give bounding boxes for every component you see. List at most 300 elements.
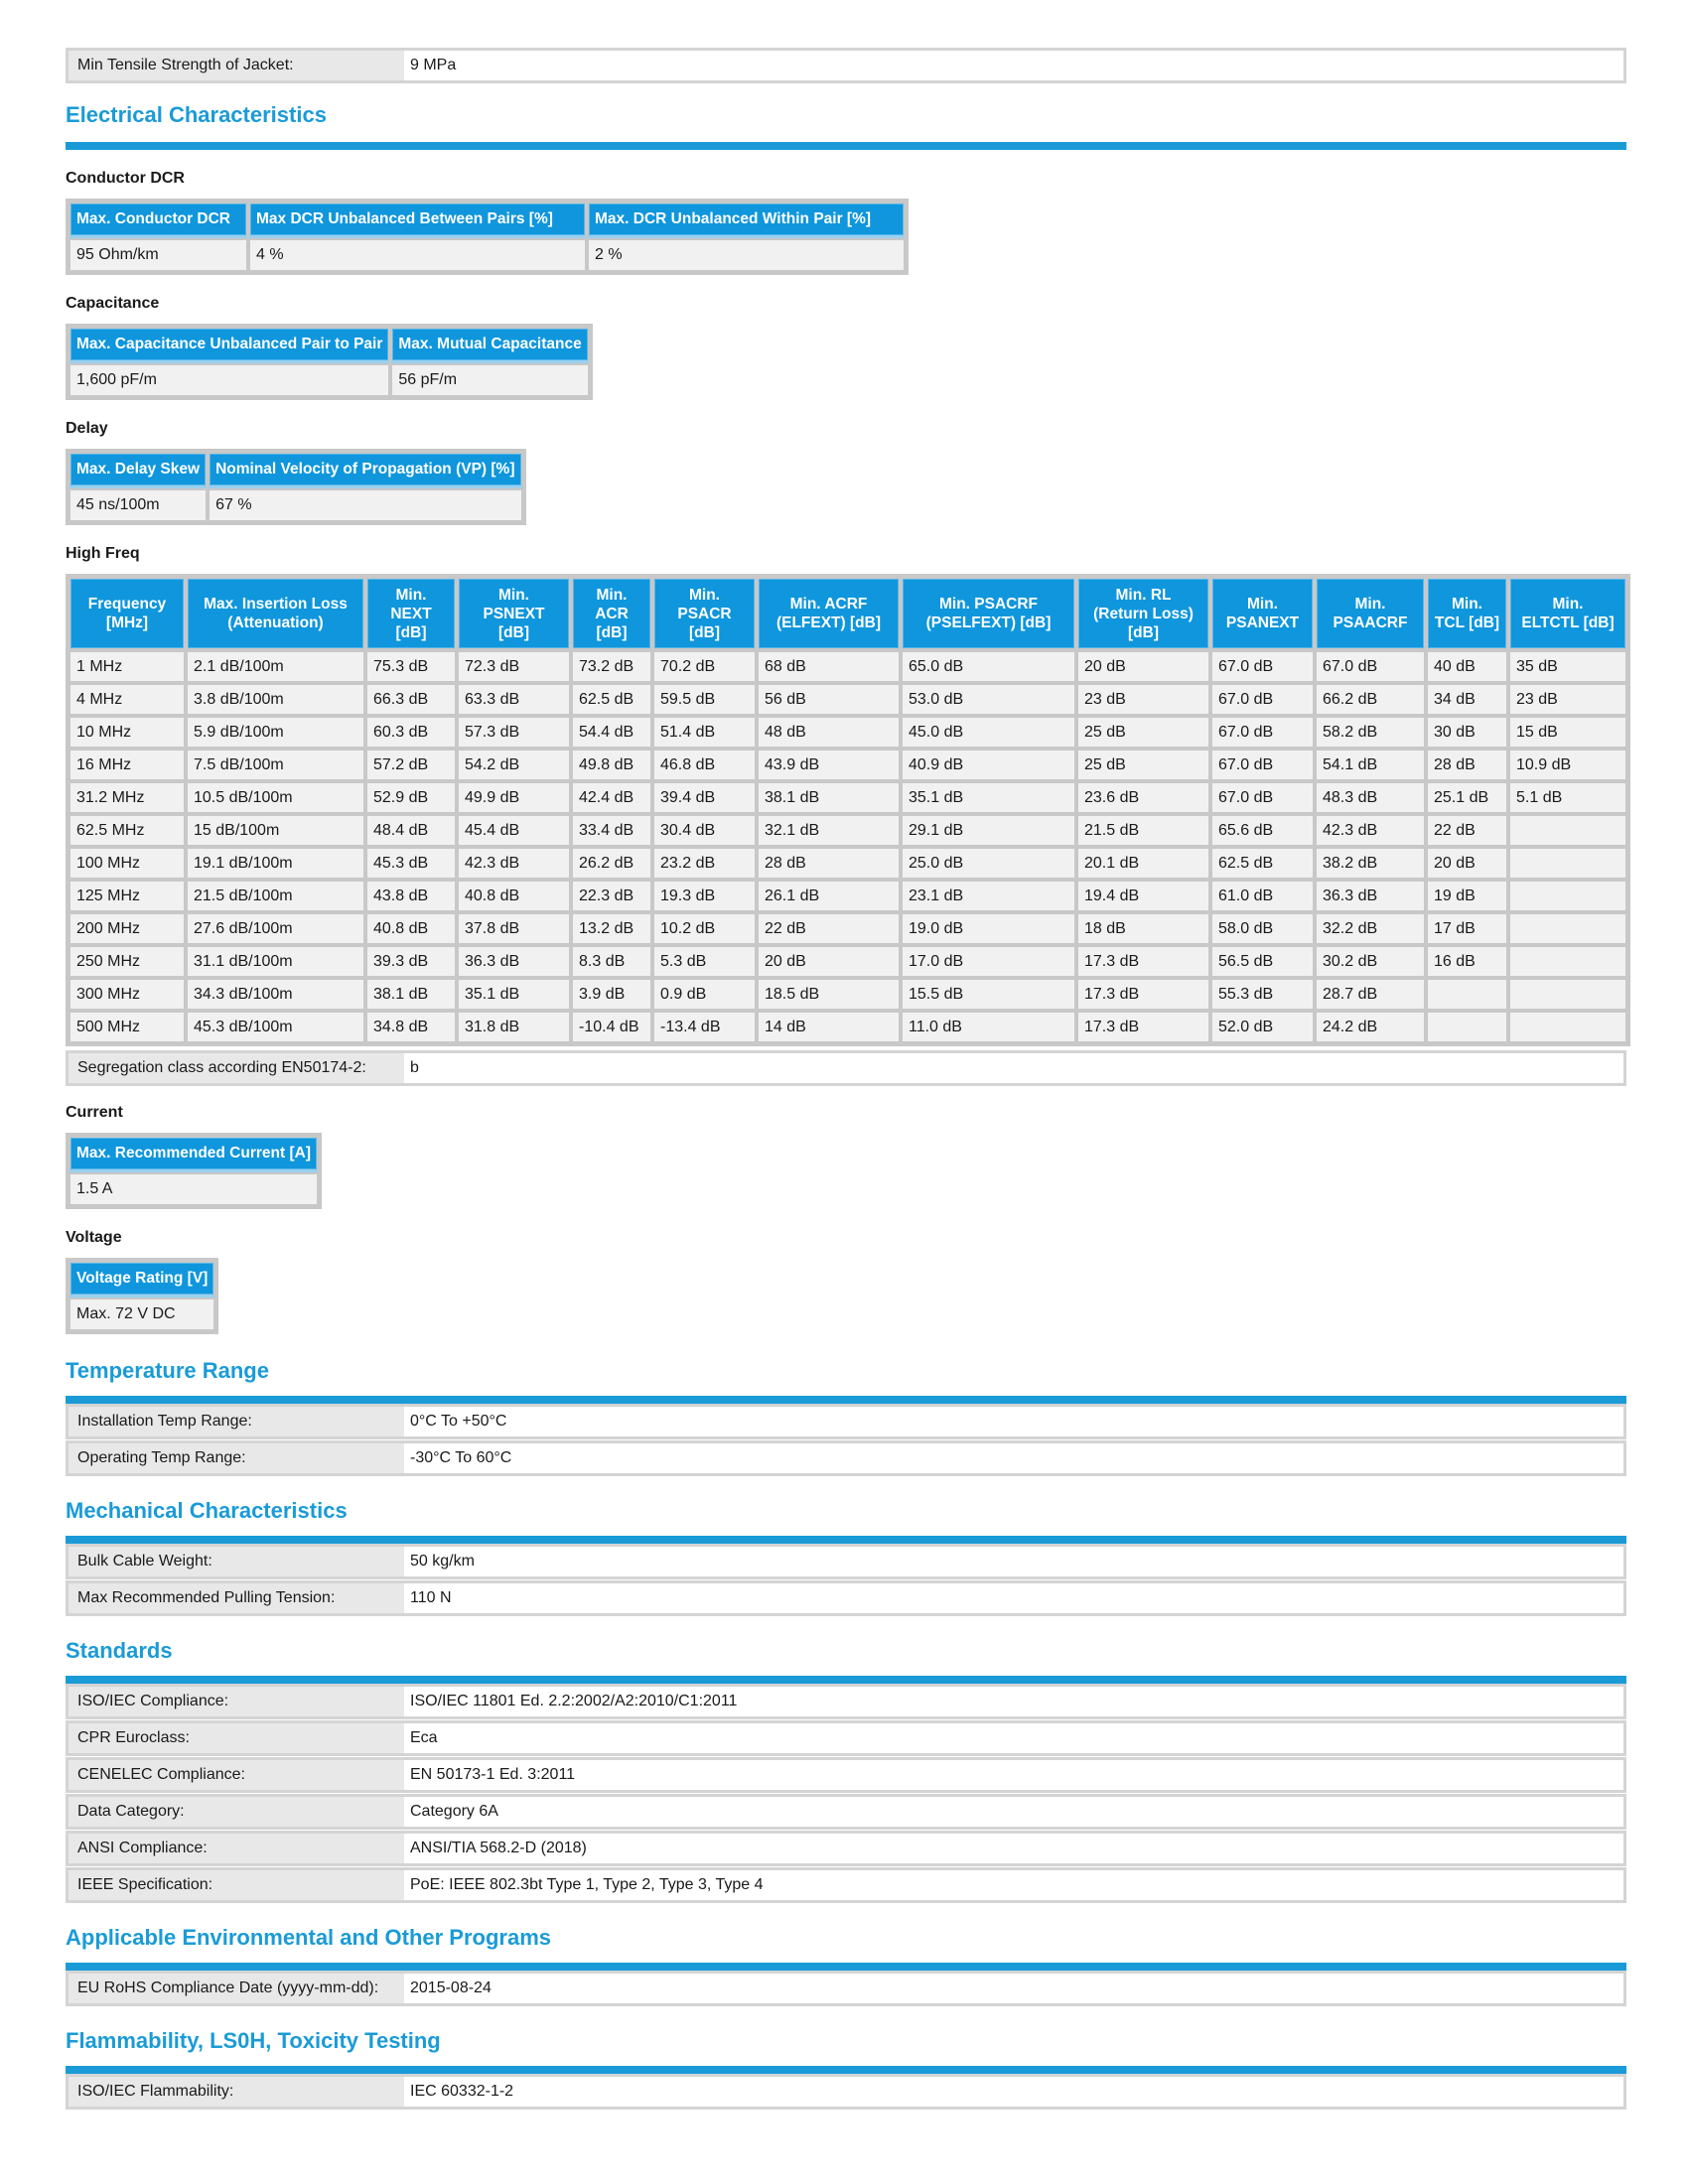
table-cell: 10.2 dB — [652, 912, 757, 945]
table-cell: 36.3 dB — [457, 945, 571, 978]
table-cell: 22 dB — [1426, 814, 1508, 847]
table-cell: 25 dB — [1076, 749, 1210, 781]
table-cell: 75.3 dB — [365, 650, 457, 683]
table-cell: 51.4 dB — [652, 716, 757, 749]
table-row — [69, 880, 1627, 912]
spec-key: Operating Temp Range: — [69, 1443, 404, 1473]
header-line: [MHz] — [105, 614, 149, 631]
table-cell: 16 dB — [1426, 945, 1508, 978]
table-cell: 30.4 dB — [652, 814, 757, 847]
table-cell: 22.3 dB — [571, 880, 652, 912]
column-header: Nominal Velocity of Propagation (VP) [%] — [208, 452, 522, 488]
spec-value: Eca — [404, 1723, 1623, 1753]
header-line: (Return Loss) — [1093, 605, 1194, 622]
table-cell: 1,600 pF/m — [69, 363, 390, 397]
spec-row — [66, 1794, 1626, 1830]
table-row — [69, 650, 1627, 683]
table-cell: 67.0 dB — [1210, 683, 1315, 716]
table-cell: 28.7 dB — [1315, 978, 1426, 1011]
table-cell: 15.5 dB — [901, 978, 1076, 1011]
conductor-dcr-table — [66, 199, 909, 275]
header-line: PSACR — [677, 605, 732, 622]
table-cell: 43.8 dB — [365, 880, 457, 912]
header-line: Min. — [1452, 596, 1482, 613]
column-header — [186, 577, 365, 650]
table-cell — [1508, 945, 1627, 978]
section-divider — [66, 2066, 1626, 2074]
table-row — [69, 912, 1627, 945]
table-cell: 70.2 dB — [652, 650, 757, 683]
header-line: ELTCTL [dB] — [1521, 614, 1615, 631]
table-cell: 19.0 dB — [901, 912, 1076, 945]
table-cell: 31.2 MHz — [69, 781, 186, 814]
spec-row-tensile — [66, 48, 1626, 83]
subsection-title: High Freq — [66, 545, 140, 562]
table-cell: 15 dB — [1508, 716, 1627, 749]
table-cell: 30.2 dB — [1315, 945, 1426, 978]
table-cell: 2.1 dB/100m — [186, 650, 365, 683]
section-environmental — [66, 1925, 1626, 2006]
table-cell: 19 dB — [1426, 880, 1508, 912]
table-cell: 22 dB — [757, 912, 901, 945]
header-line: Min. — [395, 586, 427, 604]
table-cell: 17.3 dB — [1076, 1011, 1210, 1043]
subsection-title: Delay — [66, 420, 108, 437]
table-row — [69, 1297, 215, 1331]
spec-key: Max Recommended Pulling Tension: — [69, 1583, 404, 1613]
spec-value: b — [404, 1053, 1623, 1083]
table-cell: 45.0 dB — [901, 716, 1076, 749]
table-cell: 5.1 dB — [1508, 781, 1627, 814]
spec-row — [66, 1971, 1626, 2006]
column-header — [1210, 577, 1315, 650]
spec-key: CPR Euroclass: — [69, 1723, 404, 1753]
table-cell: 17.3 dB — [1076, 945, 1210, 978]
header-line: TCL [dB] — [1434, 614, 1500, 631]
table-cell: 31.1 dB/100m — [186, 945, 365, 978]
table-cell: 125 MHz — [69, 880, 186, 912]
table-cell — [1508, 1011, 1627, 1043]
table-cell: 20.1 dB — [1076, 847, 1210, 880]
capacitance-table — [66, 324, 593, 400]
table-cell: 34.8 dB — [365, 1011, 457, 1043]
datasheet-page — [66, 48, 1626, 2111]
table-cell: 18 dB — [1076, 912, 1210, 945]
table-cell: 56 pF/m — [390, 363, 589, 397]
section-title: Temperature Range — [66, 1358, 269, 1383]
header-line: Min. ACRF — [789, 596, 868, 613]
table-cell: 65.0 dB — [901, 650, 1076, 683]
column-header — [757, 577, 901, 650]
table-cell: 23.1 dB — [901, 880, 1076, 912]
section-title: Standards — [66, 1638, 173, 1663]
table-cell: 500 MHz — [69, 1011, 186, 1043]
spec-value: ANSI/TIA 568.2-D (2018) — [404, 1834, 1623, 1863]
header-line: Min. — [1552, 596, 1584, 613]
header-line: [dB] — [596, 623, 628, 641]
header-line: PSNEXT — [483, 605, 545, 622]
table-cell: 1.5 A — [69, 1172, 319, 1206]
table-cell: 40.8 dB — [457, 880, 571, 912]
table-cell: 43.9 dB — [757, 749, 901, 781]
table-cell: 60.3 dB — [365, 716, 457, 749]
table-cell: 21.5 dB — [1076, 814, 1210, 847]
table-cell: 56 dB — [757, 683, 901, 716]
table-cell: 21.5 dB/100m — [186, 880, 365, 912]
table-cell: 55.3 dB — [1210, 978, 1315, 1011]
table-cell: 54.2 dB — [457, 749, 571, 781]
table-cell: 300 MHz — [69, 978, 186, 1011]
section-electrical — [66, 102, 1626, 1334]
spec-value: -30°C To 60°C — [404, 1443, 1623, 1473]
table-cell: 48 dB — [757, 716, 901, 749]
header-line: [dB] — [395, 623, 427, 641]
table-cell: 3.9 dB — [571, 978, 652, 1011]
section-flammability — [66, 2028, 1626, 2110]
spec-row — [66, 1867, 1626, 1903]
table-cell: 25.0 dB — [901, 847, 1076, 880]
section-temperature — [66, 1358, 1626, 1476]
table-cell: 38.1 dB — [757, 781, 901, 814]
header-line: Frequency — [87, 596, 167, 613]
table-cell: 20 dB — [1426, 847, 1508, 880]
header-line: [dB] — [689, 623, 720, 641]
table-cell: 23 dB — [1508, 683, 1627, 716]
table-cell: 7.5 dB/100m — [186, 749, 365, 781]
table-cell: -10.4 dB — [571, 1011, 652, 1043]
current-table — [66, 1133, 322, 1209]
table-cell: 18.5 dB — [757, 978, 901, 1011]
header-line: [dB] — [1128, 623, 1159, 641]
table-row — [69, 238, 906, 272]
table-cell: 250 MHz — [69, 945, 186, 978]
header-line: NEXT — [390, 605, 432, 622]
table-cell: 67.0 dB — [1210, 749, 1315, 781]
table-cell: 28 dB — [1426, 749, 1508, 781]
table-cell: 10.9 dB — [1508, 749, 1627, 781]
table-row — [69, 945, 1627, 978]
spec-value: 9 MPa — [404, 51, 1623, 80]
table-cell: 58.0 dB — [1210, 912, 1315, 945]
table-cell — [1426, 978, 1508, 1011]
voltage-table — [66, 1258, 218, 1334]
table-cell: 62.5 MHz — [69, 814, 186, 847]
table-row — [69, 847, 1627, 880]
column-header: Max. Delay Skew — [69, 452, 208, 488]
header-line: Max. Insertion Loss — [204, 596, 348, 613]
section-mechanical — [66, 1498, 1626, 1616]
table-cell: 29.1 dB — [901, 814, 1076, 847]
table-cell: 54.1 dB — [1315, 749, 1426, 781]
header-line: Min. — [498, 586, 529, 604]
table-cell — [1508, 912, 1627, 945]
column-header: Max. Conductor DCR — [69, 202, 248, 238]
table-cell: 66.2 dB — [1315, 683, 1426, 716]
column-header — [652, 577, 757, 650]
table-cell: 42.3 dB — [457, 847, 571, 880]
header-line: Min. PSACRF — [938, 596, 1039, 613]
table-cell — [1508, 978, 1627, 1011]
table-cell: 38.2 dB — [1315, 847, 1426, 880]
table-cell: 19.1 dB/100m — [186, 847, 365, 880]
column-header — [901, 577, 1076, 650]
spec-key: Min Tensile Strength of Jacket: — [69, 51, 404, 80]
spec-key: CENELEC Compliance: — [69, 1760, 404, 1790]
column-header: Voltage Rating [V] — [69, 1261, 215, 1297]
spec-value: PoE: IEEE 802.3bt Type 1, Type 2, Type 3, Type 4 — [404, 1870, 1623, 1900]
table-cell: 49.9 dB — [457, 781, 571, 814]
column-header: Max. Mutual Capacitance — [390, 327, 589, 363]
spec-row — [66, 1440, 1626, 1476]
spec-row — [66, 2074, 1626, 2110]
table-cell: 19.4 dB — [1076, 880, 1210, 912]
table-cell: 20 dB — [1076, 650, 1210, 683]
table-cell: 8.3 dB — [571, 945, 652, 978]
column-header — [1315, 577, 1426, 650]
spec-key: Installation Temp Range: — [69, 1407, 404, 1436]
spec-row-segregation — [66, 1050, 1626, 1086]
spec-row — [66, 1684, 1626, 1719]
header-line: PSANEXT — [1225, 614, 1300, 631]
table-cell: 17.3 dB — [1076, 978, 1210, 1011]
table-cell: 32.2 dB — [1315, 912, 1426, 945]
spec-row — [66, 1580, 1626, 1616]
table-cell: 26.1 dB — [757, 880, 901, 912]
table-cell: 100 MHz — [69, 847, 186, 880]
table-row — [69, 363, 590, 397]
spec-key: EU RoHS Compliance Date (yyyy-mm-dd): — [69, 1974, 404, 2003]
table-cell: 54.4 dB — [571, 716, 652, 749]
spec-row — [66, 1544, 1626, 1579]
table-cell: 62.5 dB — [571, 683, 652, 716]
table-cell: 15 dB/100m — [186, 814, 365, 847]
table-row — [69, 978, 1627, 1011]
spec-key: ISO/IEC Compliance: — [69, 1687, 404, 1716]
table-cell: 200 MHz — [69, 912, 186, 945]
table-row — [69, 814, 1627, 847]
section-divider — [66, 1536, 1626, 1544]
table-row — [69, 488, 523, 522]
table-cell: 52.0 dB — [1210, 1011, 1315, 1043]
table-cell: 57.2 dB — [365, 749, 457, 781]
section-divider — [66, 1676, 1626, 1684]
table-cell: 32.1 dB — [757, 814, 901, 847]
table-cell: 17.0 dB — [901, 945, 1076, 978]
section-title: Mechanical Characteristics — [66, 1498, 348, 1523]
table-cell: 95 Ohm/km — [69, 238, 248, 272]
table-cell: 25 dB — [1076, 716, 1210, 749]
table-cell — [1508, 814, 1627, 847]
spec-value: 2015-08-24 — [404, 1974, 1623, 2003]
table-cell: 23.2 dB — [652, 847, 757, 880]
header-line: Min. — [1247, 596, 1278, 613]
table-cell: 34 dB — [1426, 683, 1508, 716]
table-cell: 25.1 dB — [1426, 781, 1508, 814]
spec-value: IEC 60332-1-2 — [404, 2077, 1623, 2107]
table-cell: 40.8 dB — [365, 912, 457, 945]
table-cell: 34.3 dB/100m — [186, 978, 365, 1011]
table-cell: 67.0 dB — [1210, 781, 1315, 814]
spec-key: IEEE Specification: — [69, 1870, 404, 1900]
table-cell: 0.9 dB — [652, 978, 757, 1011]
table-cell: 59.5 dB — [652, 683, 757, 716]
header-line: [dB] — [498, 623, 529, 641]
table-cell: 1 MHz — [69, 650, 186, 683]
table-cell — [1426, 1011, 1508, 1043]
header-line: Min. — [689, 586, 720, 604]
table-cell: 3.8 dB/100m — [186, 683, 365, 716]
table-cell: 67 % — [208, 488, 522, 522]
high-freq-table — [66, 574, 1630, 1046]
table-cell: 56.5 dB — [1210, 945, 1315, 978]
spec-key: Data Category: — [69, 1797, 404, 1827]
table-cell: 42.3 dB — [1315, 814, 1426, 847]
table-cell: 53.0 dB — [901, 683, 1076, 716]
spec-row — [66, 1404, 1626, 1439]
table-cell: 67.0 dB — [1210, 716, 1315, 749]
column-header: Max. Recommended Current [A] — [69, 1136, 319, 1172]
column-header — [571, 577, 652, 650]
table-cell: 48.4 dB — [365, 814, 457, 847]
table-cell: 37.8 dB — [457, 912, 571, 945]
table-cell: 39.4 dB — [652, 781, 757, 814]
table-cell — [1508, 847, 1627, 880]
table-cell: 19.3 dB — [652, 880, 757, 912]
subsection-title: Voltage — [66, 1229, 122, 1246]
spec-value: 50 kg/km — [404, 1547, 1623, 1576]
table-row — [69, 1011, 1627, 1043]
table-cell: 16 MHz — [69, 749, 186, 781]
spec-key: ANSI Compliance: — [69, 1834, 404, 1863]
subsection-title: Current — [66, 1104, 123, 1121]
header-line: (ELFEXT) [dB] — [775, 614, 882, 631]
table-cell: 2 % — [587, 238, 906, 272]
table-cell: 23 dB — [1076, 683, 1210, 716]
table-cell: 57.3 dB — [457, 716, 571, 749]
table-cell: 20 dB — [757, 945, 901, 978]
header-line: Min. RL — [1115, 586, 1172, 604]
header-line: Min. — [1354, 596, 1386, 613]
spec-key: Segregation class according EN50174-2: — [69, 1053, 404, 1083]
spec-value: ISO/IEC 11801 Ed. 2.2:2002/A2:2010/C1:2011 — [404, 1687, 1623, 1716]
table-cell: 45.4 dB — [457, 814, 571, 847]
table-cell: 30 dB — [1426, 716, 1508, 749]
table-cell — [1508, 880, 1627, 912]
section-title: Electrical Characteristics — [66, 102, 327, 127]
table-cell: 38.1 dB — [365, 978, 457, 1011]
table-cell: 10.5 dB/100m — [186, 781, 365, 814]
table-cell: 48.3 dB — [1315, 781, 1426, 814]
table-cell: 39.3 dB — [365, 945, 457, 978]
spec-value: Category 6A — [404, 1797, 1623, 1827]
section-standards — [66, 1638, 1626, 1903]
table-cell: 72.3 dB — [457, 650, 571, 683]
table-cell: 63.3 dB — [457, 683, 571, 716]
column-header: Max. Capacitance Unbalanced Pair to Pair — [69, 327, 390, 363]
table-cell: Max. 72 V DC — [69, 1297, 215, 1331]
table-cell: 49.8 dB — [571, 749, 652, 781]
table-cell: 11.0 dB — [901, 1011, 1076, 1043]
table-cell: 13.2 dB — [571, 912, 652, 945]
table-cell: 45 ns/100m — [69, 488, 208, 522]
spec-value: 0°C To +50°C — [404, 1407, 1623, 1436]
table-cell: 27.6 dB/100m — [186, 912, 365, 945]
table-cell: 73.2 dB — [571, 650, 652, 683]
table-cell: 62.5 dB — [1210, 847, 1315, 880]
table-cell: 10 MHz — [69, 716, 186, 749]
table-cell: 40.9 dB — [901, 749, 1076, 781]
table-cell: 5.3 dB — [652, 945, 757, 978]
table-cell: 4 % — [248, 238, 587, 272]
table-row — [69, 749, 1627, 781]
table-row — [69, 1172, 319, 1206]
column-header — [1508, 577, 1627, 650]
spec-key: ISO/IEC Flammability: — [69, 2077, 404, 2107]
table-row — [69, 716, 1627, 749]
header-line: (PSELFEXT) [dB] — [925, 614, 1052, 631]
column-header — [1426, 577, 1508, 650]
column-header: Max. DCR Unbalanced Within Pair [%] — [587, 202, 906, 238]
table-cell: 26.2 dB — [571, 847, 652, 880]
header-line: ACR — [595, 605, 629, 622]
header-line: Min. — [596, 586, 628, 604]
section-divider — [66, 142, 1626, 150]
table-cell: 68 dB — [757, 650, 901, 683]
table-cell: 35.1 dB — [901, 781, 1076, 814]
table-cell: 52.9 dB — [365, 781, 457, 814]
section-title: Applicable Environmental and Other Programs — [66, 1925, 551, 1950]
spec-row — [66, 1757, 1626, 1793]
table-cell: 61.0 dB — [1210, 880, 1315, 912]
column-header: Max DCR Unbalanced Between Pairs [%] — [248, 202, 587, 238]
table-cell: 45.3 dB — [365, 847, 457, 880]
table-cell: 46.8 dB — [652, 749, 757, 781]
table-cell: 65.6 dB — [1210, 814, 1315, 847]
table-cell: 35 dB — [1508, 650, 1627, 683]
subsection-title: Capacitance — [66, 295, 160, 312]
table-cell: 45.3 dB/100m — [186, 1011, 365, 1043]
column-header — [457, 577, 571, 650]
delay-table — [66, 449, 526, 525]
spec-value: 110 N — [404, 1583, 1623, 1613]
spec-row — [66, 1720, 1626, 1756]
column-header — [69, 577, 186, 650]
table-cell: 33.4 dB — [571, 814, 652, 847]
table-cell: 23.6 dB — [1076, 781, 1210, 814]
table-cell: 66.3 dB — [365, 683, 457, 716]
section-divider — [66, 1396, 1626, 1404]
table-row — [69, 683, 1627, 716]
table-cell: 36.3 dB — [1315, 880, 1426, 912]
subsection-title: Conductor DCR — [66, 170, 185, 187]
table-cell: 40 dB — [1426, 650, 1508, 683]
table-cell: 67.0 dB — [1315, 650, 1426, 683]
table-cell: -13.4 dB — [652, 1011, 757, 1043]
column-header — [365, 577, 457, 650]
header-line: (Attenuation) — [227, 614, 324, 631]
header-line: PSAACRF — [1333, 614, 1408, 631]
column-header — [1076, 577, 1210, 650]
table-cell: 14 dB — [757, 1011, 901, 1043]
table-cell: 35.1 dB — [457, 978, 571, 1011]
table-cell: 5.9 dB/100m — [186, 716, 365, 749]
table-cell: 24.2 dB — [1315, 1011, 1426, 1043]
spec-value: EN 50173-1 Ed. 3:2011 — [404, 1760, 1623, 1790]
spec-key: Bulk Cable Weight: — [69, 1547, 404, 1576]
table-cell: 58.2 dB — [1315, 716, 1426, 749]
table-cell: 4 MHz — [69, 683, 186, 716]
section-divider — [66, 1963, 1626, 1971]
